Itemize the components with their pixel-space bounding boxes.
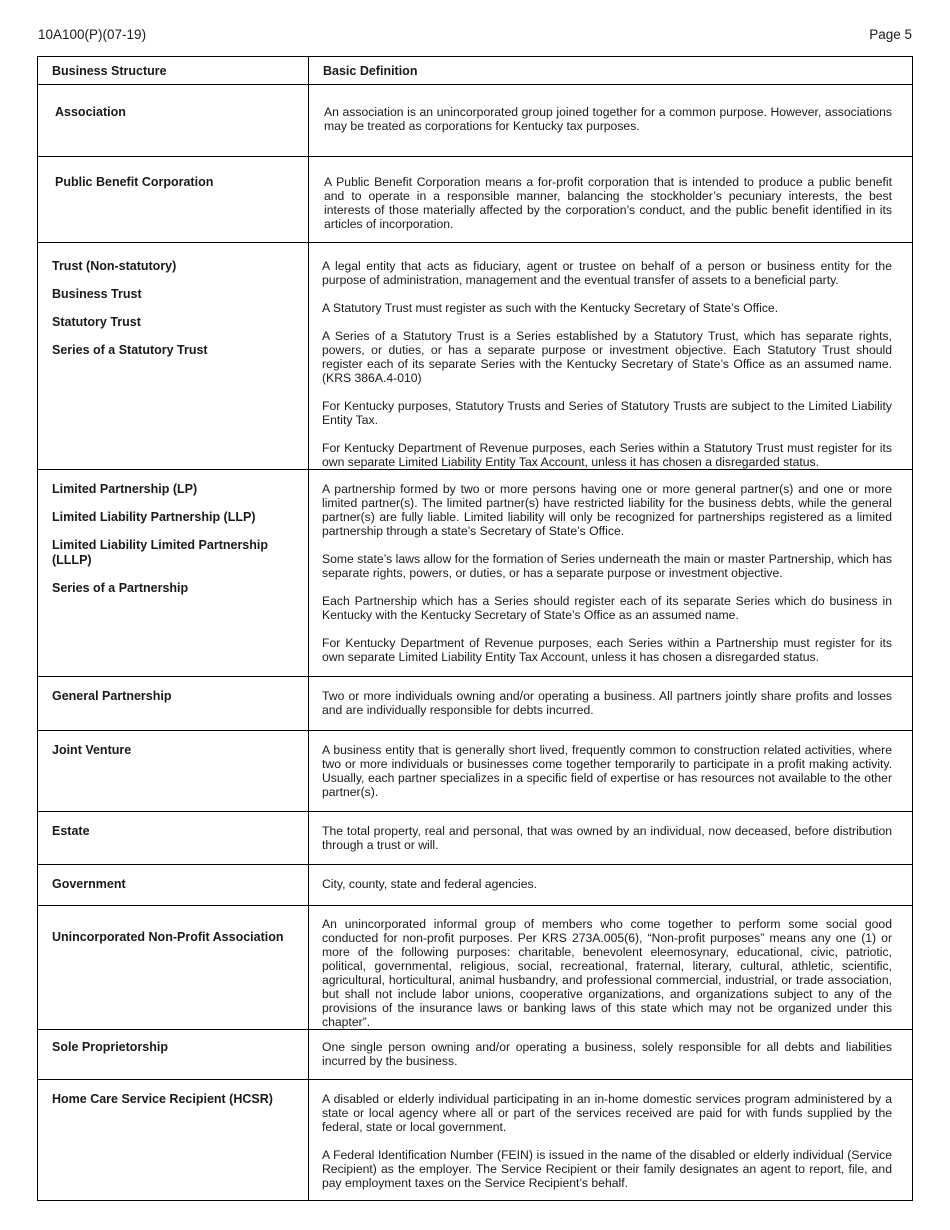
business-structure-cell [38,812,309,865]
column-header-business-structure: Business Structure [38,57,309,85]
business-structure-cell [38,243,309,470]
business-structure-cell [38,157,309,243]
table-row [38,677,913,731]
form-id: 10A100(P)(07-19) [38,27,147,42]
definition-cell [309,906,913,1030]
definition-paragraph: Each Partnership which has a Series should register each of its separate Series which do business in Kentucky with the Kentucky Secretary of State’s Office as an assumed name. [322,594,892,622]
business-structure-label: Limited Liability Limited Partnership (LLLP) [52,538,269,567]
definition-cell [309,1080,913,1201]
business-structure-label: Sole Proprietorship [52,1040,168,1054]
table-row [38,906,913,1030]
definition-cell [309,1030,913,1080]
business-structure-label: Home Care Service Recipient (HCSR) [52,1092,273,1106]
definition-paragraph: A partnership formed by two or more persons having one or more general partner(s) and one or more limited partner(s). The limited partner(s) have restricted liability for the business debts, while the general partner(s) are fully liable. Limited liability will only be recognized for partnerships registered as a limited partnership through a state’s Secretary of State’s Office. [322,482,892,538]
definition-paragraph: For Kentucky purposes, Statutory Trusts and Series of Statutory Trusts are subject to the Limited Liability Entity Tax. [322,399,892,427]
definition-paragraph: For Kentucky Department of Revenue purposes, each Series within a Partnership must register for its own separate Limited Liability Entity Tax Account, unless it has chosen a disregarded status. [322,636,892,664]
table-row [38,865,913,906]
business-structure-label: Association [55,105,126,119]
definition-cell [309,157,913,243]
definition-paragraph: Some state’s laws allow for the formation of Series underneath the main or master Partnership, which has separate rights, powers, or duties, or has a separate purpose or investment objective. [322,552,892,580]
definition-paragraph: A Statutory Trust must register as such with the Kentucky Secretary of State’s Office. [322,301,779,315]
definition-cell [309,470,913,677]
business-structure-cell [38,85,309,157]
table-body [38,85,913,1201]
business-structure-cell [38,470,309,677]
definition-paragraph: A Series of a Statutory Trust is a Series established by a Statutory Trust, which has separate rights, powers, or duties, or has a separate purpose or investment objective. Each Statutory Trust should register each of its separate Series with the Kentucky Secretary of State’s Office as an assumed name. (KRS 386A.4-010) [322,329,892,385]
business-structure-label: Series of a Partnership [52,581,189,595]
definition-cell [309,85,913,157]
table-row [38,157,913,243]
definition-cell [309,243,913,470]
definition-paragraph: The total property, real and personal, that was owned by an individual, now deceased, before distribution through a trust or will. [322,824,892,852]
definition-cell [309,677,913,731]
business-structure-label: Business Trust [52,287,142,301]
table-row [38,470,913,677]
business-structure-label: Unincorporated Non-Profit Association [52,930,284,944]
business-structure-label: Statutory Trust [52,315,141,329]
definition-cell [309,865,913,906]
business-structure-cell [38,1030,309,1080]
definition-cell [309,812,913,865]
definition-paragraph: One single person owning and/or operating a business, solely responsible for all debts and liabilities incurred by the business. [322,1040,892,1068]
business-structure-cell [38,906,309,1030]
business-structure-label: General Partnership [52,689,172,703]
business-structure-cell [38,731,309,812]
business-structure-label: Series of a Statutory Trust [52,343,208,357]
definition-paragraph: A disabled or elderly individual participating in an in-home domestic services program administered by a state or local agency where all or part of the services received are paid for with funds supplied by the federal, state or local government. [322,1092,892,1134]
definition-paragraph: Two or more individuals owning and/or operating a business. All partners jointly share profits and losses and are individually responsible for debts incurred. [322,689,892,717]
business-structure-label: Limited Partnership (LP) [52,482,198,496]
table-row [38,812,913,865]
table-row [38,731,913,812]
business-structure-cell [38,865,309,906]
definition-paragraph: A Public Benefit Corporation means a for-profit corporation that is intended to produce a public benefit and to operate in a responsible manner, balancing the stockholder’s pecuniary interests, the best interests of those materially affected by the corporation’s conduct, and the public benefit identified in its articles of incorporation. [324,175,892,231]
business-structure-label: Public Benefit Corporation [55,175,214,189]
table-row [38,1030,913,1080]
business-structure-table [37,56,913,1201]
definition-paragraph: A business entity that is generally short lived, frequently common to construction related activities, where two or more individuals or businesses come together temporarily to participate in a profit making activity. Usually, each partner specializes in a specific field of expertise or has resources not available to the other partner(s). [322,743,892,799]
business-structure-label: Government [52,877,126,891]
table-header-row [38,57,913,85]
column-header-basic-definition: Basic Definition [309,57,913,85]
definition-paragraph: A legal entity that acts as fiduciary, agent or trustee on behalf of a person or business entity for the purpose of administration, management and the eventual transfer of assets to a beneficial party. [322,259,892,287]
definition-paragraph: City, county, state and federal agencies. [322,877,537,891]
definition-cell [309,731,913,812]
table-row [38,85,913,157]
business-structure-label: Estate [52,824,90,838]
business-structure-cell [38,1080,309,1201]
business-structure-label: Joint Venture [52,743,132,757]
page-number: Page 5 [869,27,912,42]
business-structure-label: Trust (Non-statutory) [52,259,177,273]
table-row [38,1080,913,1201]
table-row [38,243,913,470]
business-structure-cell [38,677,309,731]
definition-paragraph: An unincorporated informal group of members who come together to perform some social good conducted for non-profit purposes. Per KRS 273A.005(6), “Non-profit purposes” means any one (1) or more of the following purposes: charitable, benevolent eleemosynary, educational, civic, patriotic, political, governmental, religious, social, recreational, fraternal, literary, cultural, athletic, scientific, agricultural, horticultural, animal husbandry, and professional commercial, industrial, or trade association, but shall not include labor unions, cooperative organizations, and organizations subject to any of the provisions of the insurance laws or banking laws of this state which may not be organized under this chapter”. [322,917,892,1029]
definition-paragraph: For Kentucky Department of Revenue purposes, each Series within a Statutory Trust must register for its own separate Limited Liability Entity Tax Account, unless it has chosen a disregarded status. [322,441,892,469]
definition-paragraph: An association is an unincorporated group joined together for a common purpose. However, associations may be treated as corporations for Kentucky tax purposes. [324,105,892,133]
definition-paragraph: A Federal Identification Number (FEIN) is issued in the name of the disabled or elderly individual (Service Recipient) as the employer. The Service Recipient or their family designates an agent to report, file, and pay employment taxes on the Service Recipient’s behalf. [322,1148,892,1190]
business-structure-label: Limited Liability Partnership (LLP) [52,510,256,524]
